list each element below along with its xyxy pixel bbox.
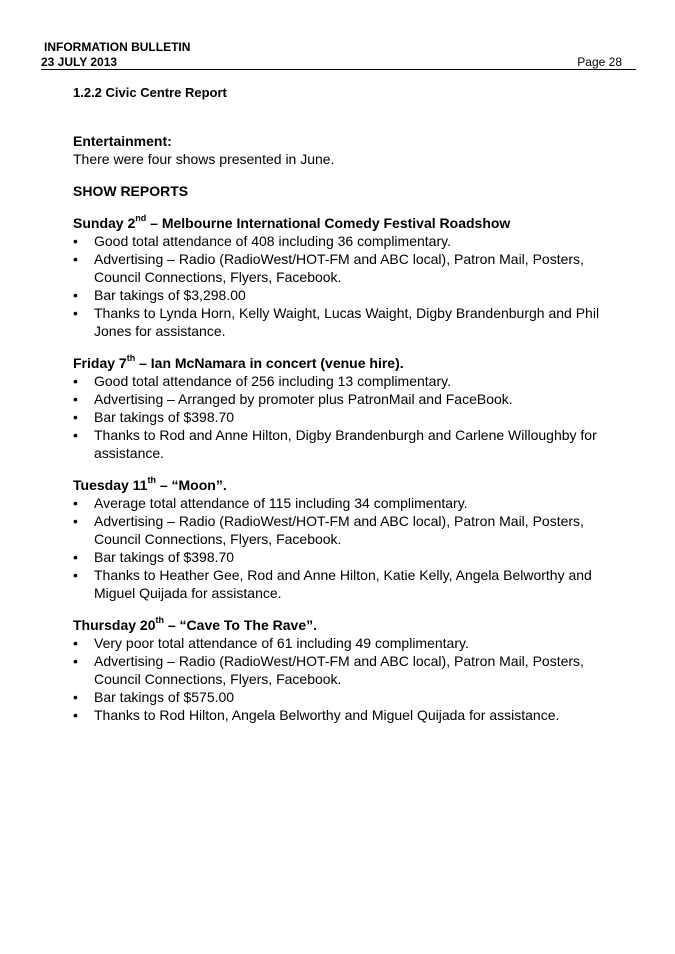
show-heading xyxy=(73,476,633,494)
bulletin-title: INFORMATION BULLETIN xyxy=(44,40,191,54)
list-item: • Average total attendance of 115 including 34 complimentary. xyxy=(73,494,633,512)
show-report xyxy=(73,354,633,462)
entertainment-heading: Entertainment: xyxy=(73,133,172,149)
show-day-suffix: th xyxy=(155,615,164,626)
list-item: • Very poor total attendance of 61 including 49 complimentary. xyxy=(73,634,633,652)
show-day: Sunday 2 xyxy=(73,215,136,231)
show-bullet-list xyxy=(73,232,633,340)
show-title: – Ian McNamara in concert (venue hire). xyxy=(135,355,404,371)
show-day-suffix: nd xyxy=(135,213,147,224)
show-heading xyxy=(73,354,633,372)
show-day: Tuesday 11 xyxy=(73,477,148,493)
list-item: • Good total attendance of 256 including 13 complimentary. xyxy=(73,372,633,390)
show-title: – “Moon”. xyxy=(155,477,227,493)
show-bullet-list xyxy=(73,494,633,602)
list-item: • Bar takings of $575.00 xyxy=(73,688,633,706)
bulletin-date: 23 JULY 2013 xyxy=(41,55,118,69)
show-heading xyxy=(73,214,633,232)
list-item: • Advertising – Radio (RadioWest/HOT-FM and ABC local), Patron Mail, Posters, Council Connections, Flyers, Facebook. xyxy=(73,512,633,548)
page-number: Page 28 xyxy=(577,55,622,69)
list-item: • Good total attendance of 408 including 36 complimentary. xyxy=(73,232,633,250)
show-bullet-list xyxy=(73,372,633,462)
header-rule xyxy=(41,69,636,70)
show-day-suffix: th xyxy=(126,353,136,364)
list-item: • Advertising – Radio (RadioWest/HOT-FM and ABC local), Patron Mail, Posters, Council Connections, Flyers, Facebook. xyxy=(73,250,633,286)
list-item: • Advertising – Arranged by promoter plus PatronMail and FaceBook. xyxy=(73,390,633,408)
list-item: • Thanks to Heather Gee, Rod and Anne Hilton, Katie Kelly, Angela Belworthy and Miguel Quijada for assistance. xyxy=(73,566,633,602)
show-day: Friday 7 xyxy=(73,355,127,371)
show-report xyxy=(73,616,633,724)
section-title: 1.2.2 Civic Centre Report xyxy=(73,85,227,100)
show-report xyxy=(73,476,633,602)
show-bullet-list xyxy=(73,634,633,724)
list-item: • Bar takings of $3,298.00 xyxy=(73,286,633,304)
list-item: • Thanks to Rod and Anne Hilton, Digby Brandenburgh and Carlene Willoughby for assistance. xyxy=(73,426,633,462)
show-heading xyxy=(73,616,633,634)
list-item: • Bar takings of $398.70 xyxy=(73,548,633,566)
show-day: Thursday 20 xyxy=(73,617,156,633)
list-item: • Bar takings of $398.70 xyxy=(73,408,633,426)
show-report xyxy=(73,214,633,340)
show-title: – “Cave To The Rave”. xyxy=(163,617,317,633)
show-reports-heading: SHOW REPORTS xyxy=(73,183,189,199)
show-day-suffix: th xyxy=(147,475,156,486)
list-item: • Advertising – Radio (RadioWest/HOT-FM and ABC local), Patron Mail, Posters, Council Connections, Flyers, Facebook. xyxy=(73,652,633,688)
list-item: • Thanks to Rod Hilton, Angela Belworthy and Miguel Quijada for assistance. xyxy=(73,706,633,724)
show-title: – Melbourne International Comedy Festival Roadshow xyxy=(146,215,511,231)
list-item: • Thanks to Lynda Horn, Kelly Waight, Lucas Waight, Digby Brandenburgh and Phil Jones for assistance. xyxy=(73,304,633,340)
report-body xyxy=(73,84,633,724)
entertainment-text: There were four shows presented in June. xyxy=(73,151,335,167)
